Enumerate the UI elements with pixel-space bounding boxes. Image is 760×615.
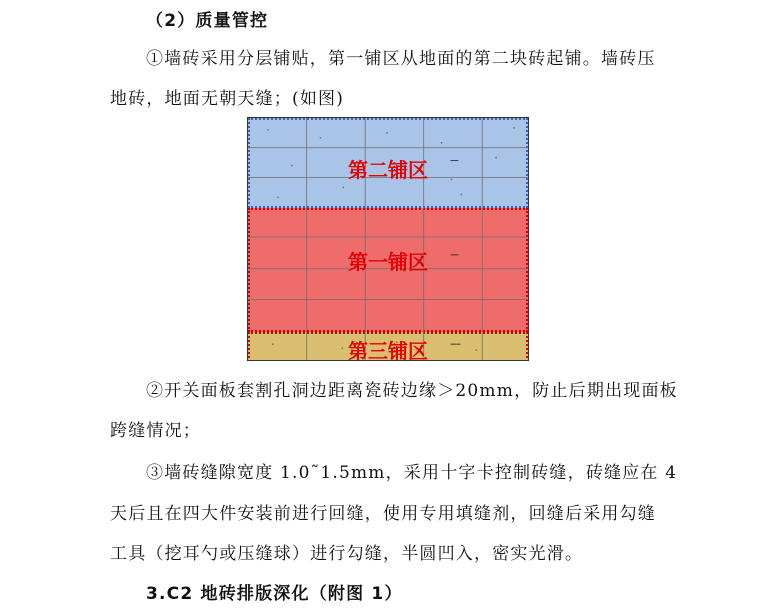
subsection-heading: 3.C2 地砖排版深化（附图 1） bbox=[146, 584, 403, 604]
wall-tile-zones-diagram bbox=[247, 117, 529, 361]
paragraph-2-line-2: 跨缝情况； bbox=[110, 421, 201, 441]
paragraph-1-line-1: ①墙砖采用分层铺贴，第一铺区从地面的第二块砖起铺。墙砖压 bbox=[146, 49, 656, 69]
zone-middle-label: 第一铺区 bbox=[348, 250, 428, 274]
paragraph-2-line-1: ②开关面板套割孔洞边距离瓷砖边缘＞20mm，防止后期出现面板 bbox=[146, 381, 678, 401]
paragraph-1-line-2: 地砖，地面无朝天缝；(如图) bbox=[110, 89, 345, 109]
section-heading: （2）质量管控 bbox=[146, 11, 269, 31]
paragraph-3-line-2: 天后且在四大件安装前进行回缝，使用专用填缝剂，回缝后采用勾缝 bbox=[110, 504, 656, 524]
zone-upper-label: 第二铺区 bbox=[348, 158, 428, 182]
paragraph-3-line-1: ③墙砖缝隙宽度 1.0˜1.5mm，采用十字卡控制砖缝，砖缝应在 4 bbox=[146, 463, 678, 483]
paragraph-3-line-3: 工具（挖耳勺或压缝球）进行勾缝，半圆凹入，密实光滑。 bbox=[110, 544, 584, 564]
zone-bottom-label: 第三铺区 bbox=[348, 339, 428, 361]
